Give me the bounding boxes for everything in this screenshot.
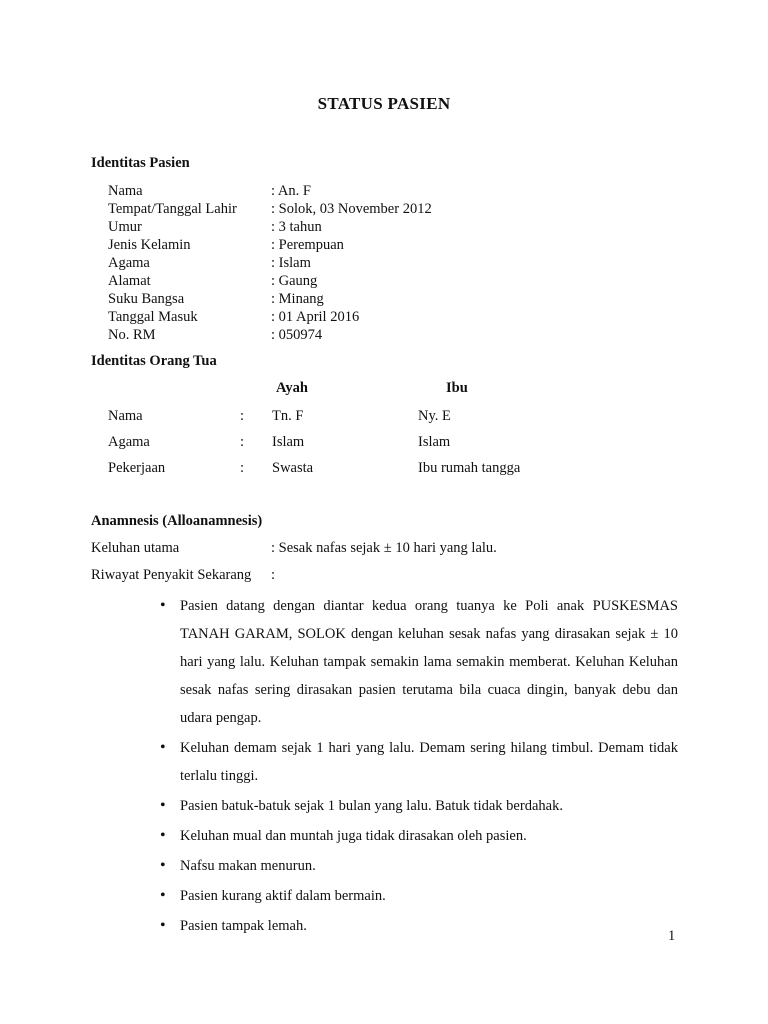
patient-row-value: : Perempuan <box>271 237 344 253</box>
parent-row <box>108 459 708 477</box>
father-value: Swasta <box>272 460 314 476</box>
patient-row-label: Umur <box>108 219 142 235</box>
patient-row-label: No. RM <box>108 327 156 343</box>
father-value: Islam <box>272 434 305 450</box>
patient-row-value: : 3 tahun <box>271 219 322 235</box>
father-column-header: Ayah <box>276 380 308 396</box>
parent-row <box>108 433 708 451</box>
patient-row-value: : Gaung <box>271 273 318 289</box>
patient-row-value: : Solok, 03 November 2012 <box>271 201 432 217</box>
parent-row-label: Pekerjaan <box>108 460 166 476</box>
mother-value: Ibu rumah tangga <box>418 460 521 476</box>
patient-row-label: Tanggal Masuk <box>108 309 198 325</box>
parent-row-label: Nama <box>108 408 143 424</box>
father-value: Tn. F <box>272 408 304 424</box>
patient-row-label: Nama <box>108 183 143 199</box>
patient-row-label: Agama <box>108 255 150 271</box>
chief-complaint-row <box>91 539 497 557</box>
page-title: STATUS PASIEN <box>317 94 451 113</box>
patient-row-value: : Islam <box>271 255 311 271</box>
list-item: • Keluhan demam sejak 1 hari yang lalu. Demam sering hilang timbul. Demam tidak terlalu tinggi. <box>160 734 678 790</box>
page-number: 1 <box>668 928 676 944</box>
parent-row-colon: : <box>240 460 245 476</box>
present-illness-colon: : <box>271 567 276 583</box>
patient-row-value: : 050974 <box>271 327 323 343</box>
patient-identity-heading: Identitas Pasien <box>91 155 190 171</box>
mother-column-header: Ibu <box>446 380 468 396</box>
mother-value: Islam <box>418 434 451 450</box>
list-item: • Pasien tampak lemah. <box>160 912 678 940</box>
patient-row-label: Jenis Kelamin <box>108 237 191 253</box>
parent-row-label: Agama <box>108 434 150 450</box>
patient-row-value: : An. F <box>271 183 311 199</box>
chief-complaint-label: Keluhan utama <box>91 540 180 556</box>
list-item: • Pasien datang dengan diantar kedua orang tuanya ke Poli anak PUSKESMAS TANAH GARAM, SOLOK dengan keluhan sesak nafas yang dirasakan sejak ± 10 hari yang lalu. Keluhan tampak semakin lama semakin memberat. Keluhan Keluhan sesak nafas sering dirasakan pasien terutama bila cuaca dingin, banyak debu dan udara pengap. <box>160 592 678 732</box>
patient-row-value: : 01 April 2016 <box>271 309 360 325</box>
present-illness-list <box>160 592 678 942</box>
parent-row <box>108 407 708 425</box>
parent-identity-heading: Identitas Orang Tua <box>91 353 217 369</box>
list-item: • Pasien kurang aktif dalam bermain. <box>160 882 678 910</box>
list-item: • Keluhan mual dan muntah juga tidak dirasakan oleh pasien. <box>160 822 678 850</box>
patient-row-label: Suku Bangsa <box>108 291 185 307</box>
present-illness-row <box>91 566 276 584</box>
list-item: • Nafsu makan menurun. <box>160 852 678 880</box>
chief-complaint-value: : Sesak nafas sejak ± 10 hari yang lalu. <box>271 540 497 556</box>
parent-row-colon: : <box>240 434 245 450</box>
present-illness-label: Riwayat Penyakit Sekarang <box>91 567 252 583</box>
anamnesis-heading: Anamnesis (Alloanamnesis) <box>91 513 263 529</box>
list-item: • Pasien batuk-batuk sejak 1 bulan yang lalu. Batuk tidak berdahak. <box>160 792 678 820</box>
patient-row-label: Tempat/Tanggal Lahir <box>108 201 237 217</box>
mother-value: Ny. E <box>418 408 451 424</box>
parent-row-colon: : <box>240 408 245 424</box>
patient-row-label: Alamat <box>108 273 151 289</box>
patient-row-value: : Minang <box>271 291 324 307</box>
